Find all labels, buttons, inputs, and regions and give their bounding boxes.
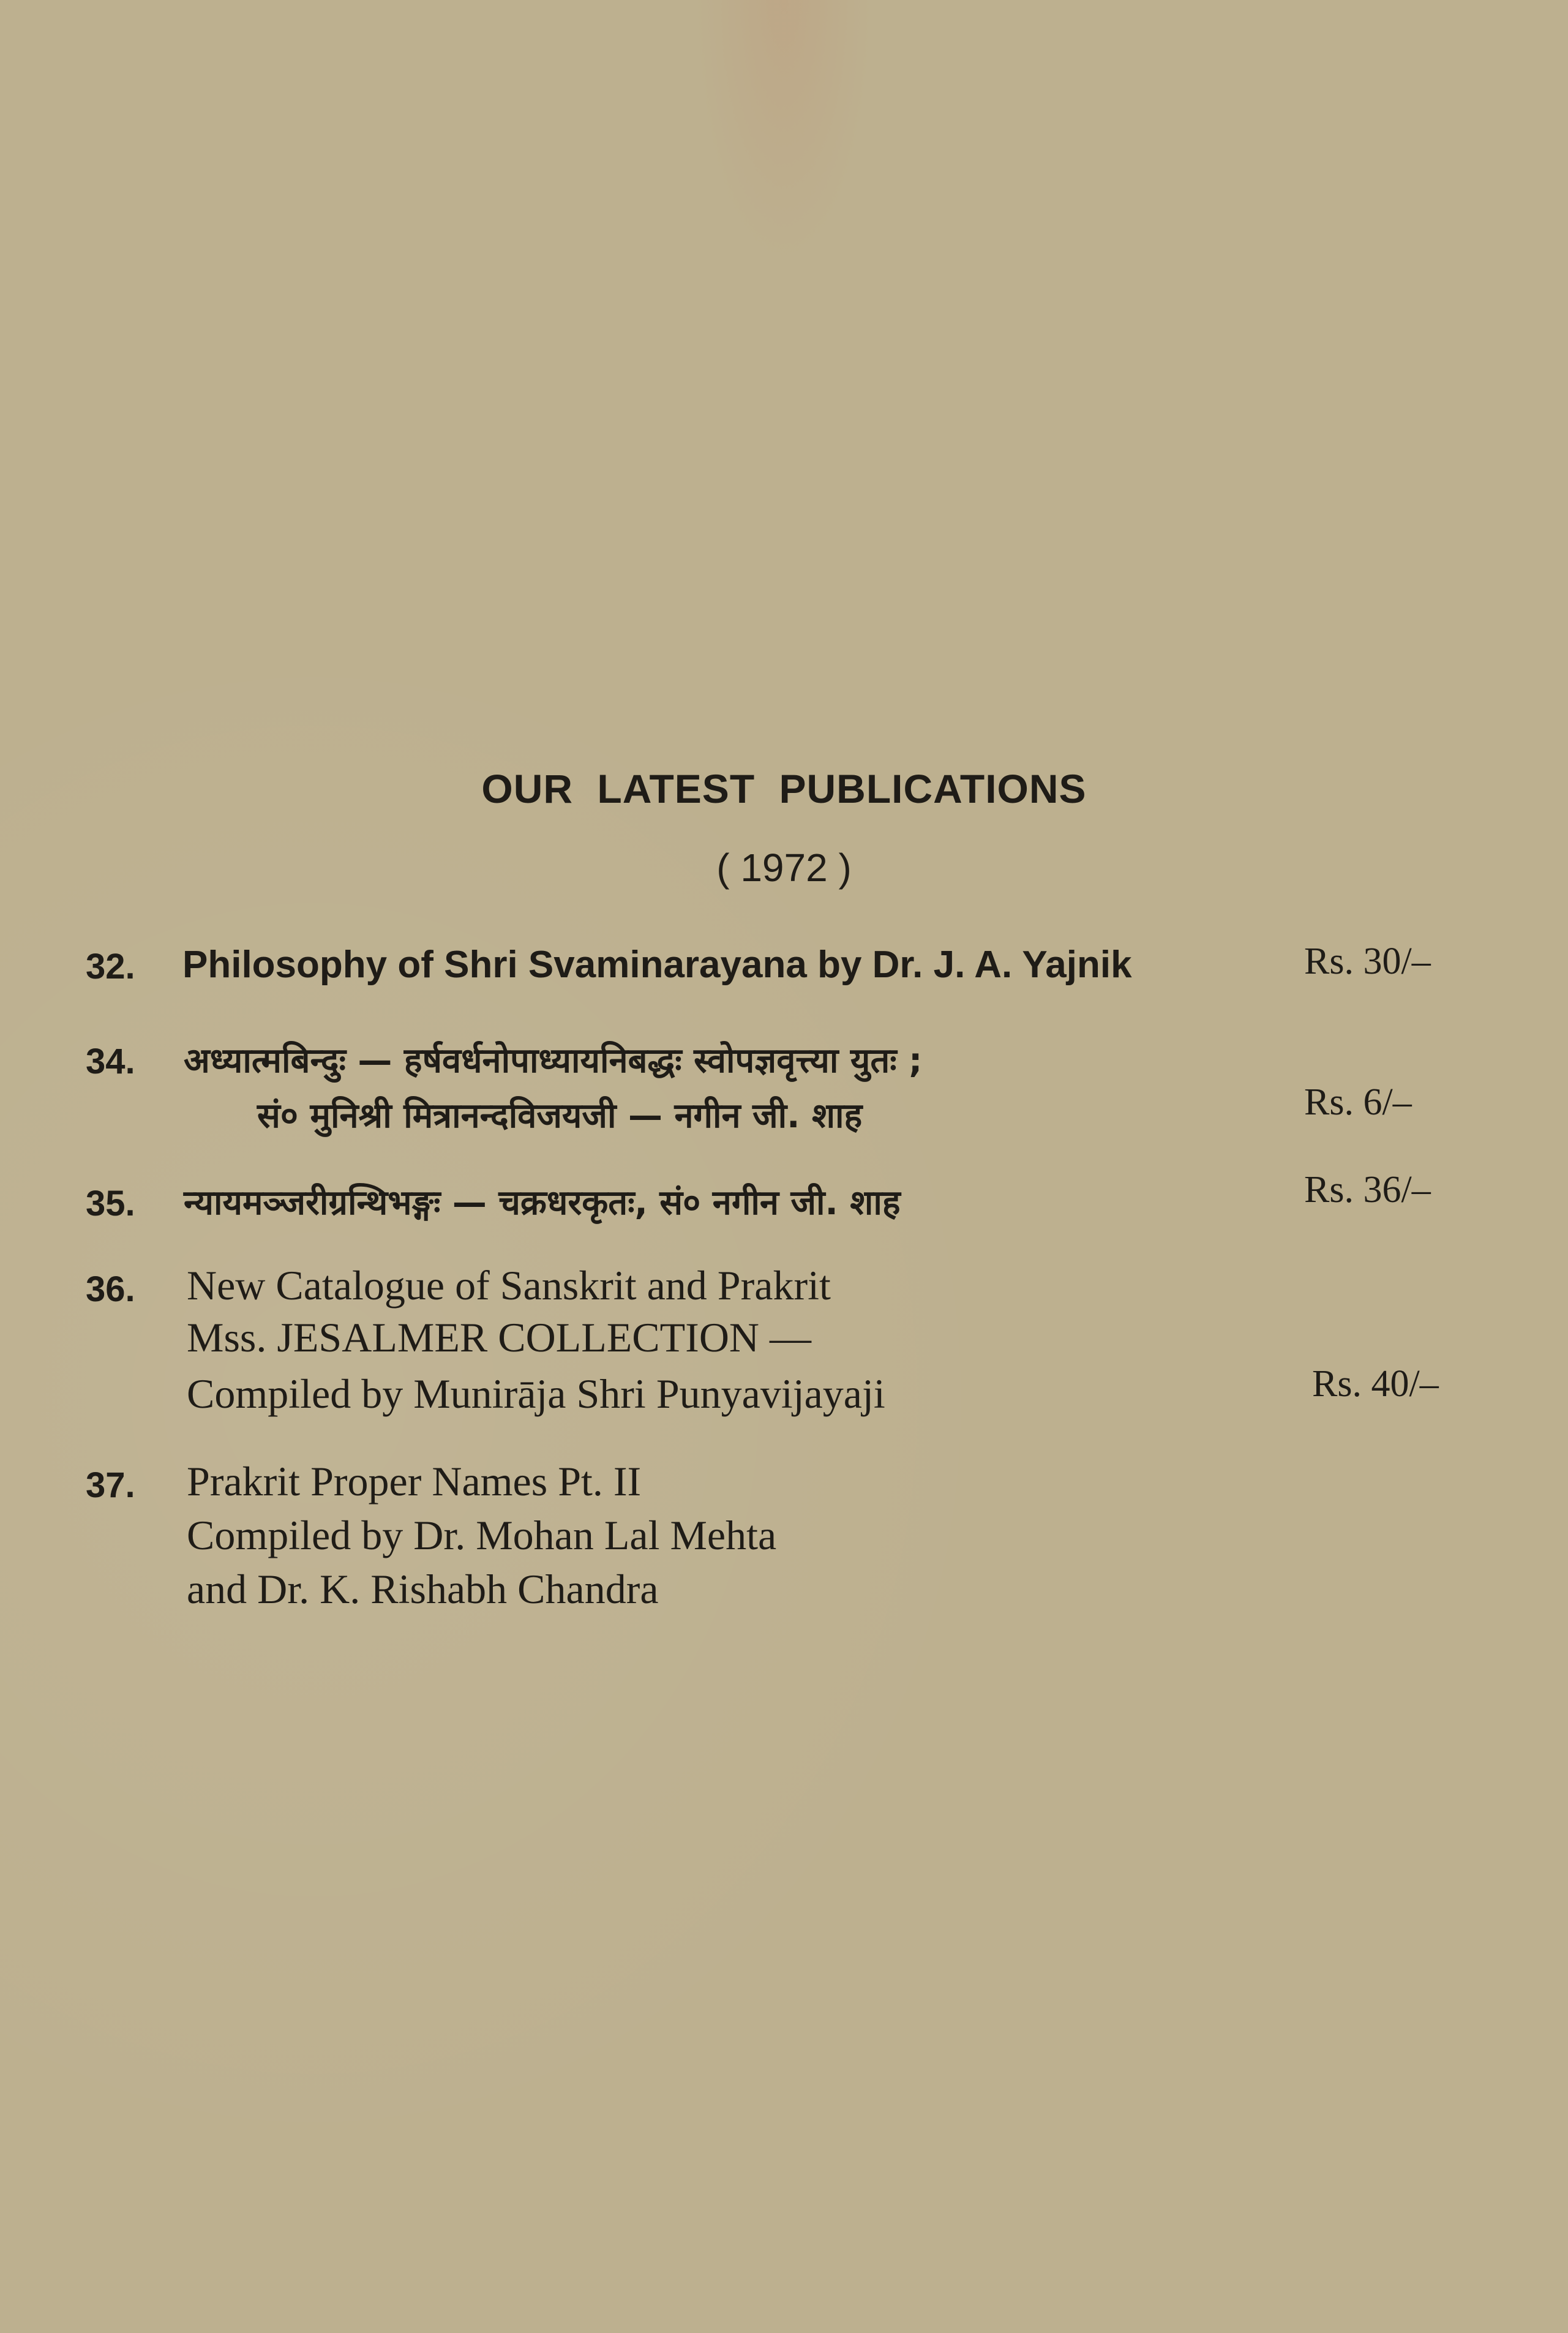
entry-number: 37. xyxy=(86,1465,135,1505)
publication-year: ( 1972 ) xyxy=(716,846,852,890)
entry-price: Rs. 6/– xyxy=(1304,1081,1412,1123)
entry-number: 34. xyxy=(86,1042,135,1081)
entry-title: Philosophy of Shri Svaminarayana by Dr. J. A. Yajnik xyxy=(182,944,1132,986)
entry-price: Rs. 40/– xyxy=(1312,1363,1439,1405)
entry-number: 32. xyxy=(86,947,135,986)
entry-compiler-2: and Dr. K. Rishabh Chandra xyxy=(187,1566,659,1612)
entry-editor: सं० मुनिश्री मित्रानन्दविजयजी — नगीन जी. शाह xyxy=(257,1096,863,1136)
entry-number: 36. xyxy=(86,1269,135,1309)
entry-title-line-1: New Catalogue of Sanskrit and Prakrit xyxy=(187,1262,831,1309)
entry-title: न्यायमञ्जरीग्रन्थिभङ्गः — चक्रधरकृतः, सं० नगीन जी. शाह xyxy=(184,1183,901,1223)
entry-price: Rs. 30/– xyxy=(1304,941,1431,982)
entry-title: Prakrit Proper Names Pt. II xyxy=(187,1458,642,1505)
entry-title: अध्यात्मबिन्दुः — हर्षवर्धनोपाध्यायनिबद्धः स्वोपज्ञवृत्त्या युतः ; xyxy=(184,1041,923,1081)
page-title: OUR LATEST PUBLICATIONS xyxy=(481,766,1087,811)
entry-title-line-2: Mss. JESALMER COLLECTION — xyxy=(187,1314,812,1361)
entry-price: Rs. 36/– xyxy=(1304,1169,1431,1211)
entry-compiler: Compiled by Dr. Mohan Lal Mehta xyxy=(187,1512,777,1558)
entry-compiler: Compiled by Munirāja Shri Punyavijayaji xyxy=(187,1370,885,1417)
entry-number: 35. xyxy=(86,1184,135,1223)
